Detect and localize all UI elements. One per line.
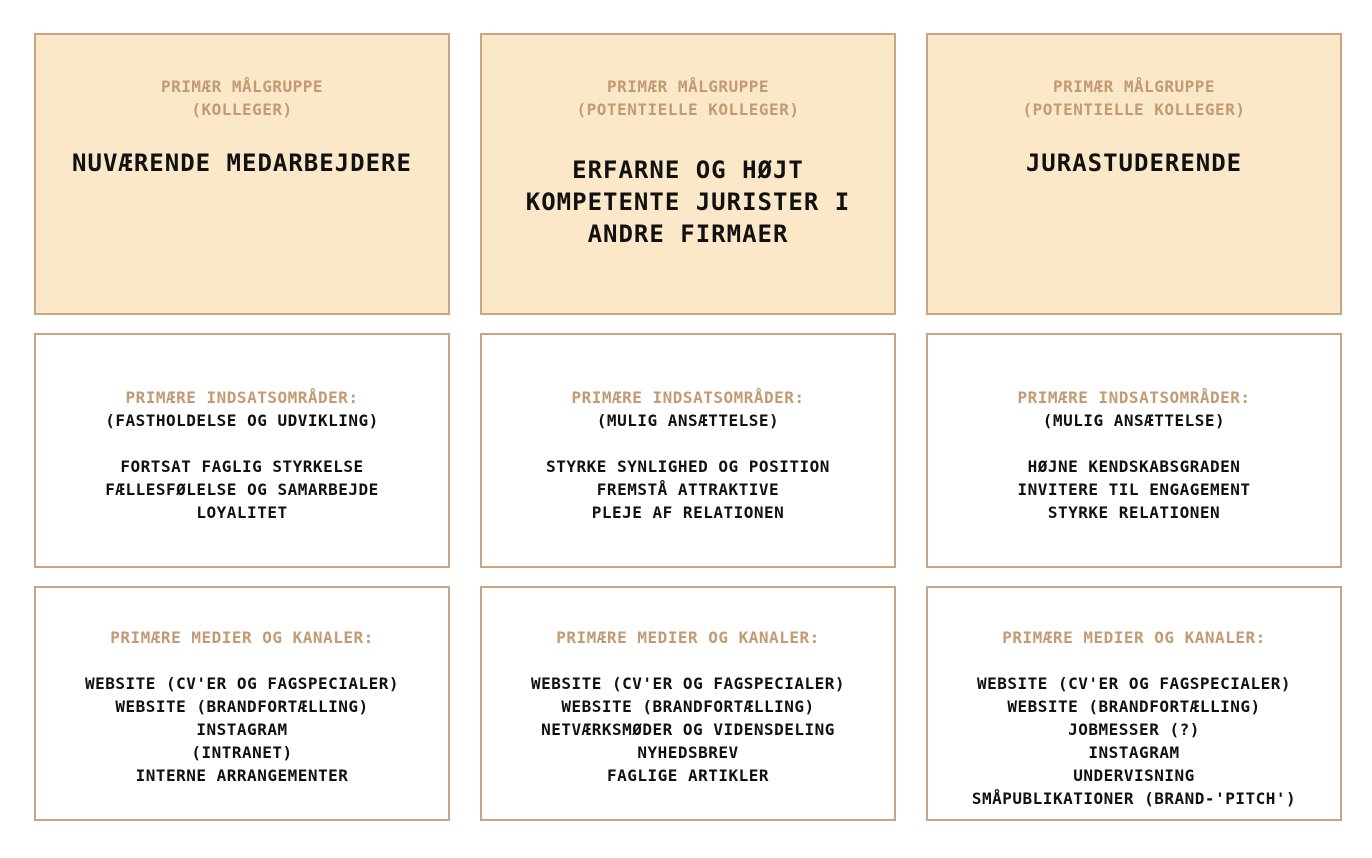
focus-list <box>36 455 448 524</box>
audience-label-sub: (POTENTIELLE KOLLEGER) <box>576 100 800 119</box>
focus-item: FREMSTÅ ATTRAKTIVE <box>596 480 780 499</box>
focus-list <box>928 455 1340 524</box>
media-item: SMÅPUBLIKATIONER (BRAND-'PITCH') <box>971 789 1297 808</box>
focus-item: LOYALITET <box>196 503 288 522</box>
media-item: JOBMESSER (?) <box>1068 720 1200 739</box>
media-item: INTERNE ARRANGEMENTER <box>135 766 349 785</box>
media-item: UNDERVISNING <box>1073 766 1195 785</box>
media-label: PRIMÆRE MEDIER OG KANALER: <box>1002 628 1266 647</box>
focus-subtitle: (FASTHOLDELSE OG UDVIKLING) <box>105 411 379 430</box>
audience-label-sub: (KOLLEGER) <box>191 100 293 119</box>
audience-label: PRIMÆR MÅLGRUPPE <box>1052 77 1216 96</box>
audience-title: NUVÆRENDE MEDARBEJDERE <box>72 149 412 177</box>
audience-card-experienced-lawyers <box>480 33 896 315</box>
focus-item: FORTSAT FAGLIG STYRKELSE <box>120 457 364 476</box>
focus-item: HØJNE KENDSKABSGRADEN <box>1027 457 1241 476</box>
focus-card-law-students <box>926 333 1342 568</box>
focus-item: INVITERE TIL ENGAGEMENT <box>1017 480 1251 499</box>
audience-label: PRIMÆR MÅLGRUPPE <box>606 77 770 96</box>
media-item: INSTAGRAM <box>196 720 288 739</box>
media-item: WEBSITE (BRANDFORTÆLLING) <box>1007 697 1261 716</box>
focus-subtitle: (MULIG ANSÆTTELSE) <box>1042 411 1226 430</box>
media-card-law-students <box>926 586 1342 821</box>
focus-label: PRIMÆRE INDSATSOMRÅDER: <box>1017 388 1251 407</box>
audience-label: PRIMÆR MÅLGRUPPE <box>160 77 324 96</box>
media-label: PRIMÆRE MEDIER OG KANALER: <box>556 628 820 647</box>
audience-title-line: KOMPETENTE JURISTER I <box>525 188 851 216</box>
media-item: WEBSITE (CV'ER OG FAGSPECIALER) <box>530 674 846 693</box>
media-item: FAGLIGE ARTIKLER <box>606 766 770 785</box>
audience-card-law-students <box>926 33 1342 315</box>
audience-label-sub: (POTENTIELLE KOLLEGER) <box>1022 100 1246 119</box>
media-item: WEBSITE (BRANDFORTÆLLING) <box>561 697 815 716</box>
focus-item: PLEJE AF RELATIONEN <box>591 503 785 522</box>
audience-title-line: ERFARNE OG HØJT <box>572 156 804 184</box>
media-item: WEBSITE (CV'ER OG FAGSPECIALER) <box>84 674 400 693</box>
media-list <box>36 672 448 787</box>
focus-subtitle: (MULIG ANSÆTTELSE) <box>596 411 780 430</box>
audience-title: JURASTUDERENDE <box>1025 149 1243 177</box>
media-item: WEBSITE (BRANDFORTÆLLING) <box>115 697 369 716</box>
focus-label: PRIMÆRE INDSATSOMRÅDER: <box>571 388 805 407</box>
focus-item: FÆLLESFØLELSE OG SAMARBEJDE <box>105 480 379 499</box>
media-item: NYHEDSBREV <box>637 743 739 762</box>
focus-list <box>482 455 894 524</box>
audience-title-line: ANDRE FIRMAER <box>587 220 789 248</box>
media-list <box>482 672 894 787</box>
media-item: INSTAGRAM <box>1088 743 1180 762</box>
media-card-experienced-lawyers <box>480 586 896 821</box>
media-item: (INTRANET) <box>191 743 293 762</box>
media-item: WEBSITE (CV'ER OG FAGSPECIALER) <box>976 674 1292 693</box>
focus-card-experienced-lawyers <box>480 333 896 568</box>
media-item: NETVÆRKSMØDER OG VIDENSDELING <box>541 720 835 739</box>
focus-item: STYRKE SYNLIGHED OG POSITION <box>546 457 830 476</box>
media-label: PRIMÆRE MEDIER OG KANALER: <box>110 628 374 647</box>
media-list <box>928 672 1340 810</box>
audience-card-current-staff <box>34 33 450 315</box>
media-card-current-staff <box>34 586 450 821</box>
focus-item: STYRKE RELATIONEN <box>1047 503 1221 522</box>
focus-label: PRIMÆRE INDSATSOMRÅDER: <box>125 388 359 407</box>
focus-card-current-staff <box>34 333 450 568</box>
